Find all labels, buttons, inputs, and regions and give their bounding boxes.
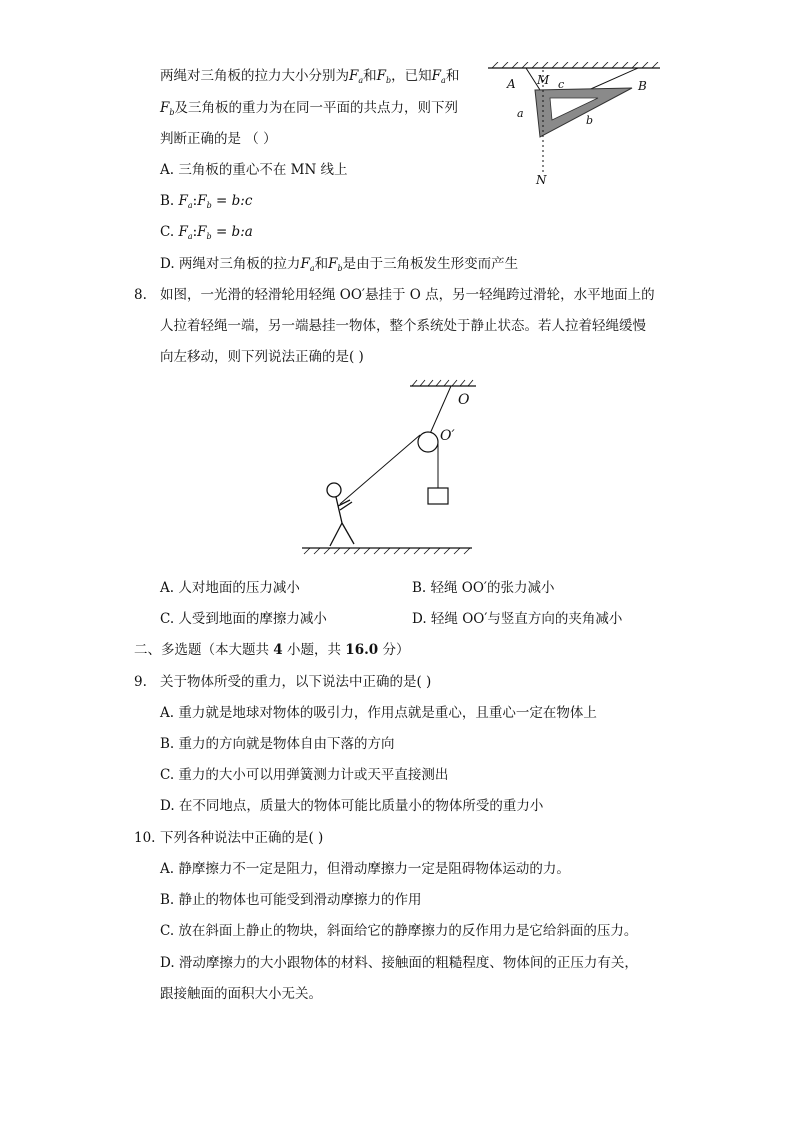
rope-to-person	[340, 435, 420, 504]
q8-stem-line2: 人拉着轻绳一端，另一端悬挂一物体，整个系统处于静止状态。若人拉着轻绳缓慢	[160, 318, 646, 334]
q8-option-a[interactable]: A. 人对地面的压力减小	[160, 580, 300, 596]
q7-option-a[interactable]: A. 三角板的重心不在 MN 线上	[160, 162, 348, 178]
label-N: N	[536, 173, 547, 187]
label-O-prime: O′	[440, 428, 455, 444]
q7-option-c[interactable]: C. $F_a:F_b$ = b:a	[160, 224, 253, 241]
ceiling-hatch	[492, 62, 658, 68]
q10-stem: 下列各种说法中正确的是( )	[160, 830, 324, 846]
hanging-block	[428, 488, 448, 504]
q7-option-b[interactable]: B. $F_a:F_b$ = b:c	[160, 193, 253, 210]
q8-stem-line3: 向左移动，则下列说法正确的是( )	[160, 349, 364, 365]
q9-option-b[interactable]: B. 重力的方向就是物体自由下落的方向	[160, 736, 395, 752]
q10-option-d[interactable]: D. 滑动摩擦力的大小跟物体的材料、接触面的粗糙程度、物体间的正压力有关，	[160, 955, 638, 971]
triangle-board	[535, 88, 632, 137]
section-2-heading: 二、多选题（本大题共 4 小题，共 16.0 分）	[134, 642, 410, 658]
q7-stem-line3: 判断正确的是 （ ）	[160, 131, 277, 147]
label-a: a	[517, 107, 524, 120]
q8-stem-line1: 如图，一光滑的轻滑轮用轻绳 OO′悬挂于 O 点，另一轻绳跨过滑轮，水平地面上的	[160, 287, 655, 303]
label-A: A	[507, 77, 516, 91]
label-c: c	[558, 78, 565, 91]
ground-hatch	[304, 548, 470, 554]
q7-stem-line1: 两绳对三角板的拉力大小分别为$F_a$和$F_b$，已知$F_a$和	[160, 68, 460, 85]
pulley-wheel	[418, 432, 438, 452]
person-stick-figure	[327, 483, 354, 546]
label-b: b	[586, 114, 594, 127]
q10-number: 10.	[134, 830, 156, 846]
q9-number: 9.	[134, 674, 147, 690]
ceiling-hatch	[412, 380, 476, 386]
q7-stem-line2: $F_b$及三角板的重力为在同一平面的共点力，则下列	[160, 100, 458, 117]
q7-triangle-figure	[480, 62, 670, 192]
label-M: M	[537, 73, 550, 87]
label-B: B	[638, 79, 647, 93]
q10-option-d-continued[interactable]: 跟接触面的面积大小无关。	[160, 986, 322, 1002]
q8-option-b[interactable]: B. 轻绳 OO′的张力减小	[412, 580, 555, 596]
q10-option-c[interactable]: C. 放在斜面上静止的物块，斜面给它的静摩擦力的反作用力是它给斜面的压力。	[160, 923, 638, 939]
q8-number: 8.	[134, 287, 147, 303]
q7-option-d[interactable]: D. 两绳对三角板的拉力$F_a$和$F_b$是由于三角板发生形变而产生	[160, 256, 519, 273]
q9-option-d[interactable]: D. 在不同地点，质量大的物体可能比质量小的物体所受的重力小	[160, 798, 544, 814]
q10-option-a[interactable]: A. 静摩擦力不一定是阻力，但滑动摩擦力一定是阻碍物体运动的力。	[160, 861, 570, 877]
q8-option-c[interactable]: C. 人受到地面的摩擦力减小	[160, 611, 327, 627]
label-O: O	[458, 392, 470, 408]
q10-option-b[interactable]: B. 静止的物体也可能受到滑动摩擦力的作用	[160, 892, 422, 908]
q8-pulley-figure	[296, 378, 476, 558]
q9-stem: 关于物体所受的重力，以下说法中正确的是( )	[160, 674, 432, 690]
q8-option-d[interactable]: D. 轻绳 OO′与竖直方向的夹角减小	[412, 611, 623, 627]
q9-option-a[interactable]: A. 重力就是地球对物体的吸引力，作用点就是重心，且重心一定在物体上	[160, 705, 597, 721]
q9-option-c[interactable]: C. 重力的大小可以用弹簧测力计或天平直接测出	[160, 767, 449, 783]
